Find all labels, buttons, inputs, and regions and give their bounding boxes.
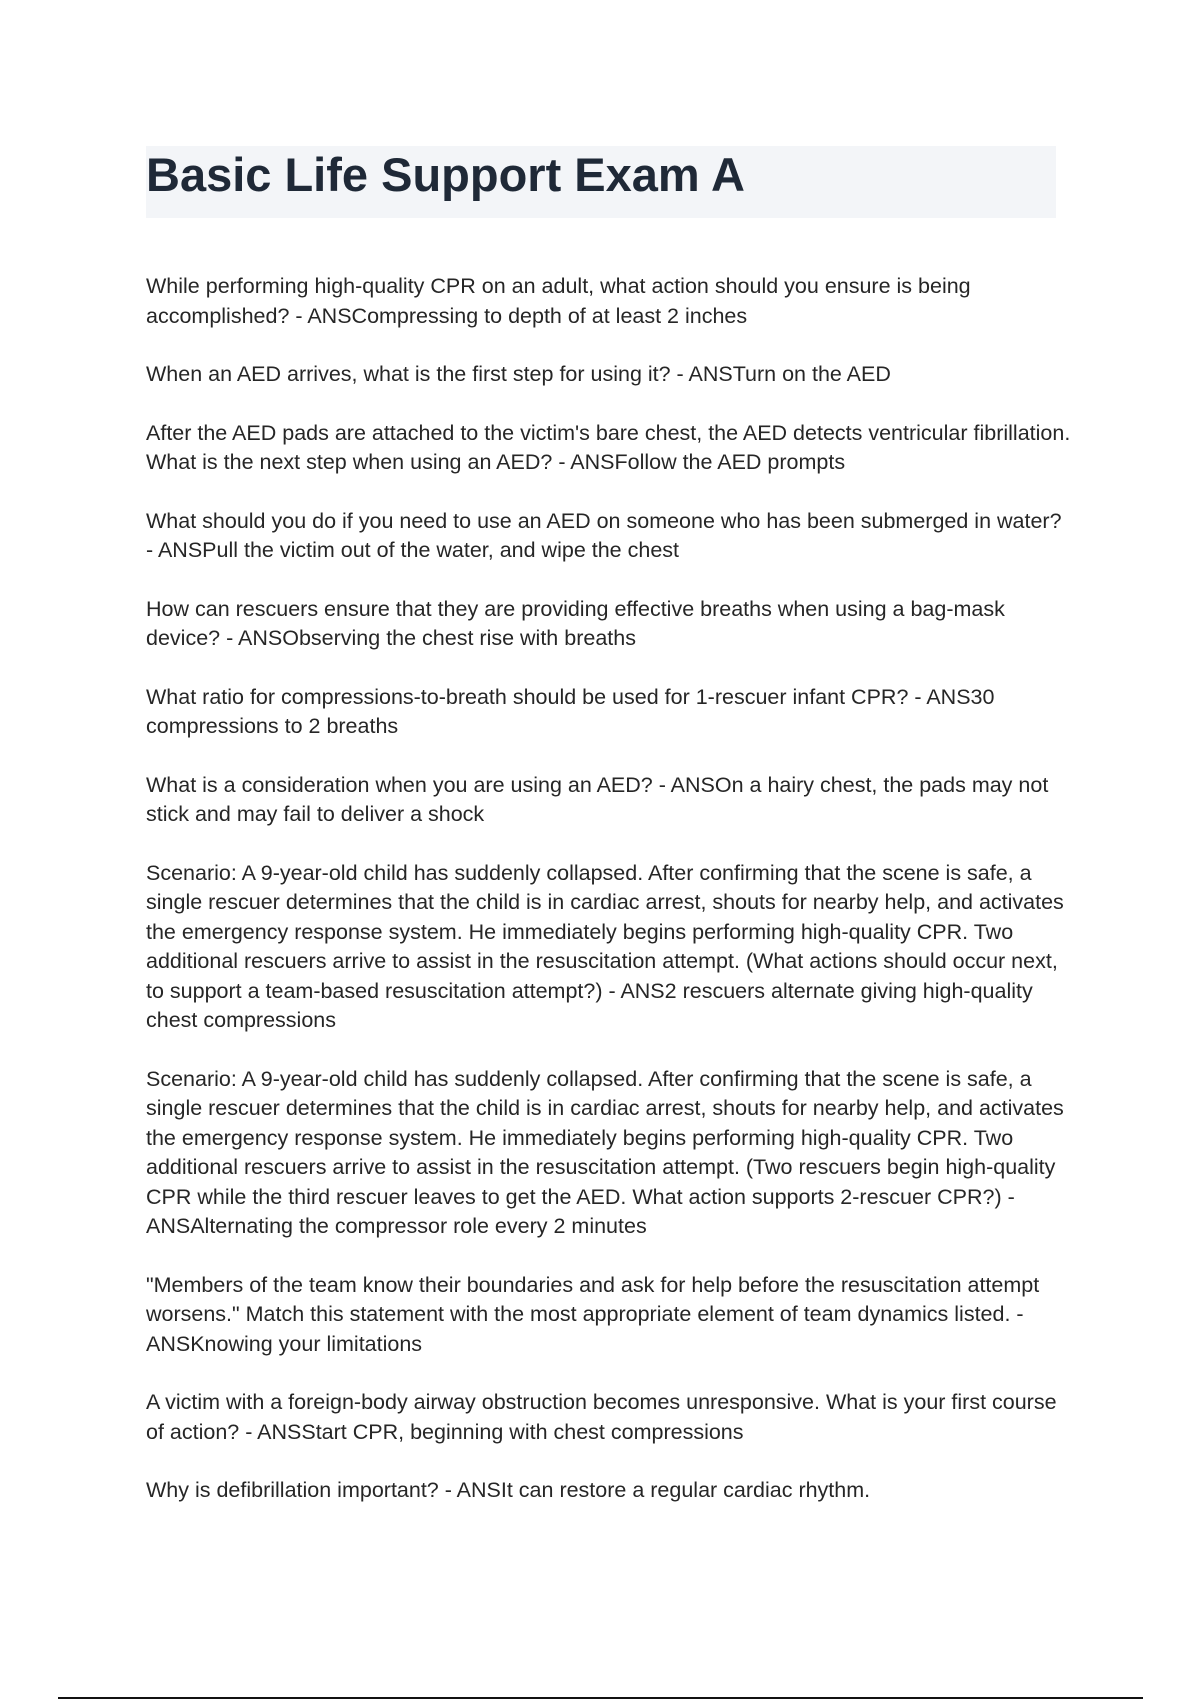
qa-item-9: Scenario: A 9-year-old child has suddenly collapsed. After confirming that the scene is safe, a single rescuer determines that the child is in cardiac arrest, shouts for nearby help, and activates the emergency response system. He immediately begins performing high-quality CPR. Two additional rescuers arrive to assist in the resuscitation attempt. (Two rescuers begin high-quality CPR while the third rescuer leaves to get the AED. What action supports 2-rescuer CPR?) - ANSAlternating the compressor role every 2 minutes — [146, 1066, 1064, 1238]
qa-item-2: When an AED arrives, what is the first step for using it? - ANSTurn on the AED — [146, 362, 891, 386]
qa-item-7: What is a consideration when you are using an AED? - ANSOn a hairy chest, the pads may not stick and may fail to deliver a shock — [146, 772, 1049, 826]
qa-item-6: What ratio for compressions-to-breath should be used for 1-rescuer infant CPR? - ANS30 compressions to 2 breaths — [146, 684, 995, 738]
footer-rule — [58, 1697, 1143, 1699]
qa-item-4: What should you do if you need to use an AED on someone who has been submerged in water? - ANSPull the victim out of the water, and wipe the chest — [146, 508, 1062, 562]
qa-item-8: Scenario: A 9-year-old child has suddenly collapsed. After confirming that the scene is safe, a single rescuer determines that the child is in cardiac arrest, shouts for nearby help, and activates the emergency response system. He immediately begins performing high-quality CPR. Two additional rescuers arrive to assist in the resuscitation attempt. (What actions should occur next, to support a team-based resuscitation attempt?) - ANS2 rescuers alternate giving high-quality chest compressions — [146, 860, 1064, 1032]
qa-item-3: After the AED pads are attached to the victim's bare chest, the AED detects ventricular fibrillation. What is the next step when using an AED? - ANSFollow the AED prompts — [146, 420, 1071, 474]
qa-item-11: A victim with a foreign-body airway obstruction becomes unresponsive. What is your first course of action? - ANSStart CPR, beginning with chest compressions — [146, 1390, 1057, 1444]
page-title: Basic Life Support Exam A — [146, 148, 745, 201]
qa-list — [146, 272, 1071, 1535]
qa-item-10: "Members of the team know their boundaries and ask for help before the resuscitation attempt worsens." Match this statement with the most appropriate element of team dynamics listed. - ANSKnowing your limitations — [146, 1272, 1040, 1356]
qa-item-5: How can rescuers ensure that they are providing effective breaths when using a bag-mask device? - ANSObserving the chest rise with breaths — [146, 596, 1005, 650]
qa-item-12: Why is defibrillation important? - ANSIt can restore a regular cardiac rhythm. — [146, 1478, 871, 1502]
qa-item-1: While performing high-quality CPR on an adult, what action should you ensure is being accomplished? - ANSCompressing to depth of at least 2 inches — [146, 274, 971, 328]
